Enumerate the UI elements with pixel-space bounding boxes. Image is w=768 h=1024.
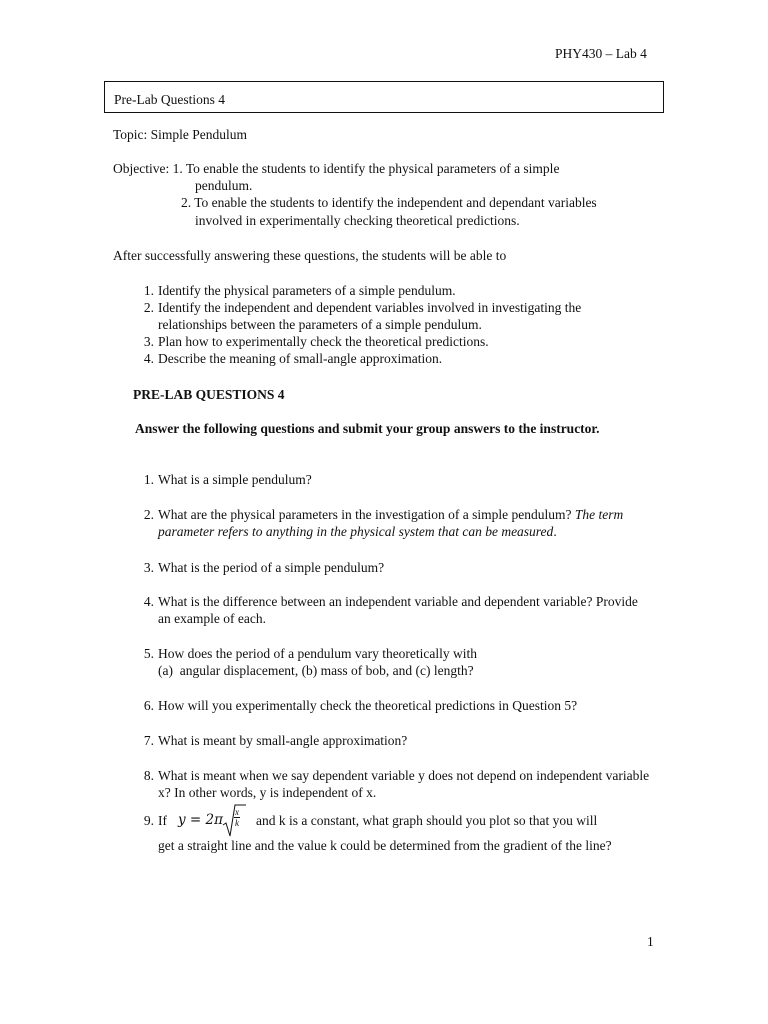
question-if: If: [158, 813, 167, 828]
question-number: 8.: [143, 768, 154, 783]
question-note-end: .: [553, 524, 557, 539]
outcome-number: 3.: [143, 334, 154, 349]
fraction-numerator: x: [235, 807, 239, 817]
question-note: The term parameter refers to anything in the physical system that can be measured: [158, 507, 624, 539]
question-number: 4.: [143, 594, 154, 609]
title-box: [104, 81, 664, 113]
outcome-number: 1.: [143, 283, 154, 298]
equation-fraction: [234, 807, 240, 828]
question-subtext: (a) angular displacement, (b) mass of bob, and (c) length?: [158, 663, 474, 678]
outcome-number: 2.: [143, 300, 154, 315]
intro-text: After successfully answering these questions, the students will be able to: [113, 248, 507, 263]
outcomes-list: [134, 282, 654, 382]
instruction: Answer the following questions and submit your group answers to the instructor.: [135, 421, 600, 436]
fraction-denominator: k: [235, 818, 239, 828]
questions-list: [134, 471, 654, 871]
question-number: 9.: [143, 813, 154, 828]
objective-line2: pendulum.: [195, 178, 253, 193]
outcome-item: Identify the physical parameters of a simple pendulum.: [158, 283, 456, 298]
question-number: 1.: [143, 472, 154, 487]
section-heading: PRE-LAB QUESTIONS 4: [133, 387, 285, 402]
question-number: 3.: [143, 560, 154, 575]
question-number: 2.: [143, 507, 154, 522]
question-text: What is a simple pendulum?: [158, 472, 312, 487]
equation-lhs: y = 2π: [178, 812, 223, 828]
question-2: [158, 506, 653, 540]
page-number: 1: [647, 934, 654, 949]
header-course: PHY430 – Lab 4: [555, 46, 647, 61]
outcome-item: Identify the independent and dependent variables involved in investigating the relationships between the parameters of a simple pendulum.: [158, 300, 582, 332]
question-number: 5.: [143, 646, 154, 661]
question-9: [158, 803, 655, 839]
objective-line3: 2. To enable the students to identify the independent and dependant variables: [181, 195, 597, 210]
objective-lead: Objective: 1. To enable the students to identify the physical parameters of a simple: [113, 161, 560, 176]
question-text: and k is a constant, what graph should you plot so that you will: [256, 813, 598, 828]
question-number: 7.: [143, 733, 154, 748]
objective-line4: involved in experimentally checking theoretical predictions.: [195, 213, 520, 228]
question-text: What is meant by small-angle approximation?: [158, 733, 408, 748]
question-continuation: get a straight line and the value k could be determined from the gradient of the line?: [158, 838, 612, 853]
topic: Topic: Simple Pendulum: [113, 127, 248, 142]
outcome-number: 4.: [143, 351, 154, 366]
outcome-item: Describe the meaning of small-angle approximation.: [158, 351, 443, 366]
question-text: What are the physical parameters in the investigation of a simple pendulum?: [158, 507, 572, 522]
outcome-item: Plan how to experimentally check the theoretical predictions.: [158, 334, 489, 349]
question-text: What is the difference between an independent variable and dependent variable? Provide an example of each.: [158, 594, 638, 626]
question-text: How does the period of a pendulum vary theoretically with: [158, 646, 478, 661]
title-box-label: Pre-Lab Questions 4: [114, 92, 225, 107]
question-text: What is the period of a simple pendulum?: [158, 560, 385, 575]
question-text: What is meant when we say dependent variable y does not depend on independent variable x? In other words, y is independent of x.: [158, 768, 650, 800]
question-number: 6.: [143, 698, 154, 713]
question-text: How will you experimentally check the theoretical predictions in Question 5?: [158, 698, 578, 713]
